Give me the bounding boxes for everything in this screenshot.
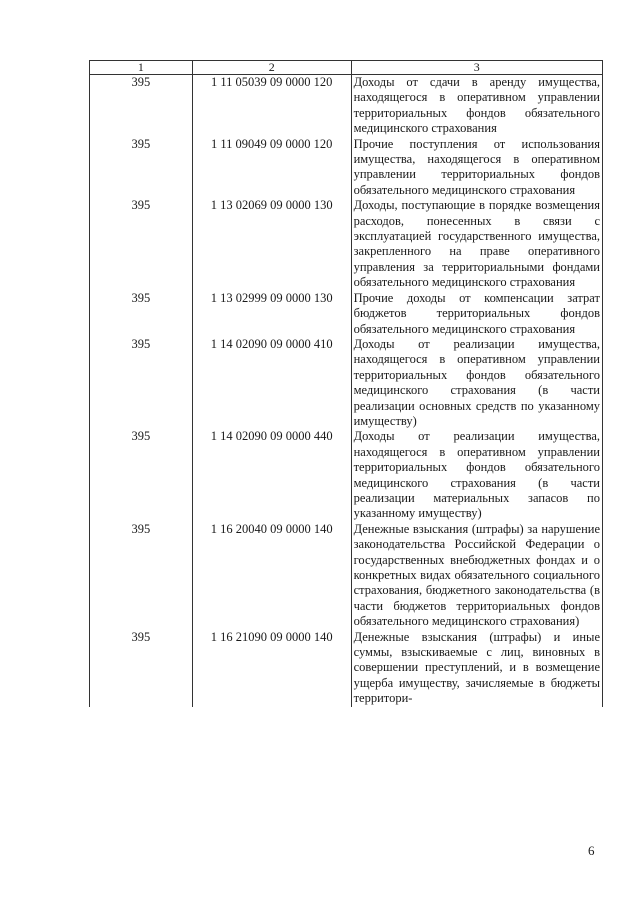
table-row bbox=[90, 630, 603, 707]
revenue-codes-table bbox=[89, 60, 603, 707]
column-header-1: 1 bbox=[90, 61, 193, 75]
table-row bbox=[90, 137, 603, 199]
table-header-row bbox=[90, 61, 603, 75]
admin-code-cell: 395 bbox=[90, 137, 193, 199]
table-row bbox=[90, 75, 603, 137]
admin-code-cell: 395 bbox=[90, 429, 193, 521]
description-text: Доходы, поступающие в порядке возмещения расходов, понесенных в связи с эксплуатацией государственного имущества, закрепленного на праве оперативного управления за территориальными фондами обязательного медицинского страхования bbox=[353, 198, 600, 290]
description-text: Денежные взыскания (штрафы) и иные суммы, взыскиваемые с лиц, виновных в совершении преступлений, и в возмещение ущерба имуществу, зачисляемые в бюджеты территори- bbox=[353, 629, 600, 706]
description-cell bbox=[351, 522, 602, 630]
table-row bbox=[90, 198, 603, 290]
admin-code-cell: 395 bbox=[90, 630, 193, 707]
kbk-code-cell: 1 13 02999 09 0000 130 bbox=[192, 291, 351, 337]
kbk-code-cell: 1 11 09049 09 0000 120 bbox=[192, 137, 351, 199]
table-row bbox=[90, 291, 603, 337]
description-text: Доходы от сдачи в аренду имущества, находящегося в оперативном управлении территориальных фондов обязательного медицинского страхования bbox=[353, 75, 600, 136]
table-row bbox=[90, 337, 603, 429]
description-text: Денежные взыскания (штрафы) за нарушение законодательства Российской Федерации о государственных внебюджетных фондах и о конкретных видах обязательного социального страхования, бюджетного законодательства (в части бюджетов территориальных фондов обязательного медицинского страхования) bbox=[353, 521, 600, 629]
description-cell bbox=[351, 137, 602, 199]
description-cell bbox=[351, 429, 602, 521]
table-row bbox=[90, 429, 603, 521]
kbk-code-cell: 1 11 05039 09 0000 120 bbox=[192, 75, 351, 137]
admin-code-cell: 395 bbox=[90, 198, 193, 290]
kbk-code-cell: 1 14 02090 09 0000 410 bbox=[192, 337, 351, 429]
admin-code-cell: 395 bbox=[90, 522, 193, 630]
table-row bbox=[90, 522, 603, 630]
kbk-code-cell: 1 13 02069 09 0000 130 bbox=[192, 198, 351, 290]
column-header-3: 3 bbox=[351, 61, 602, 75]
admin-code-cell: 395 bbox=[90, 291, 193, 337]
admin-code-cell: 395 bbox=[90, 337, 193, 429]
description-text: Доходы от реализации имущества, находящегося в оперативном управлении территориальных фондов обязательного медицинского страхования (в части реализации основных средств по указанному имуществу) bbox=[353, 336, 600, 428]
description-cell bbox=[351, 75, 602, 137]
kbk-code-cell: 1 16 20040 09 0000 140 bbox=[192, 522, 351, 630]
description-cell bbox=[351, 630, 602, 707]
kbk-code-cell: 1 16 21090 09 0000 140 bbox=[192, 630, 351, 707]
admin-code-cell: 395 bbox=[90, 75, 193, 137]
description-text: Доходы от реализации имущества, находящегося в оперативном управлении территориальных фондов обязательного медицинского страхования (в части реализации материальных запасов по указанному имуществу) bbox=[353, 429, 600, 521]
description-cell bbox=[351, 198, 602, 290]
column-header-2: 2 bbox=[192, 61, 351, 75]
description-cell bbox=[351, 291, 602, 337]
description-text: Прочие доходы от компенсации затрат бюджетов территориальных фондов обязательного медицинского страхования bbox=[353, 290, 600, 336]
description-text: Прочие поступления от использования имущества, находящегося в оперативном управлении территориальных фондов обязательного медицинского страхования bbox=[353, 136, 600, 197]
page-number: 6 bbox=[588, 843, 595, 858]
description-cell bbox=[351, 337, 602, 429]
kbk-code-cell: 1 14 02090 09 0000 440 bbox=[192, 429, 351, 521]
